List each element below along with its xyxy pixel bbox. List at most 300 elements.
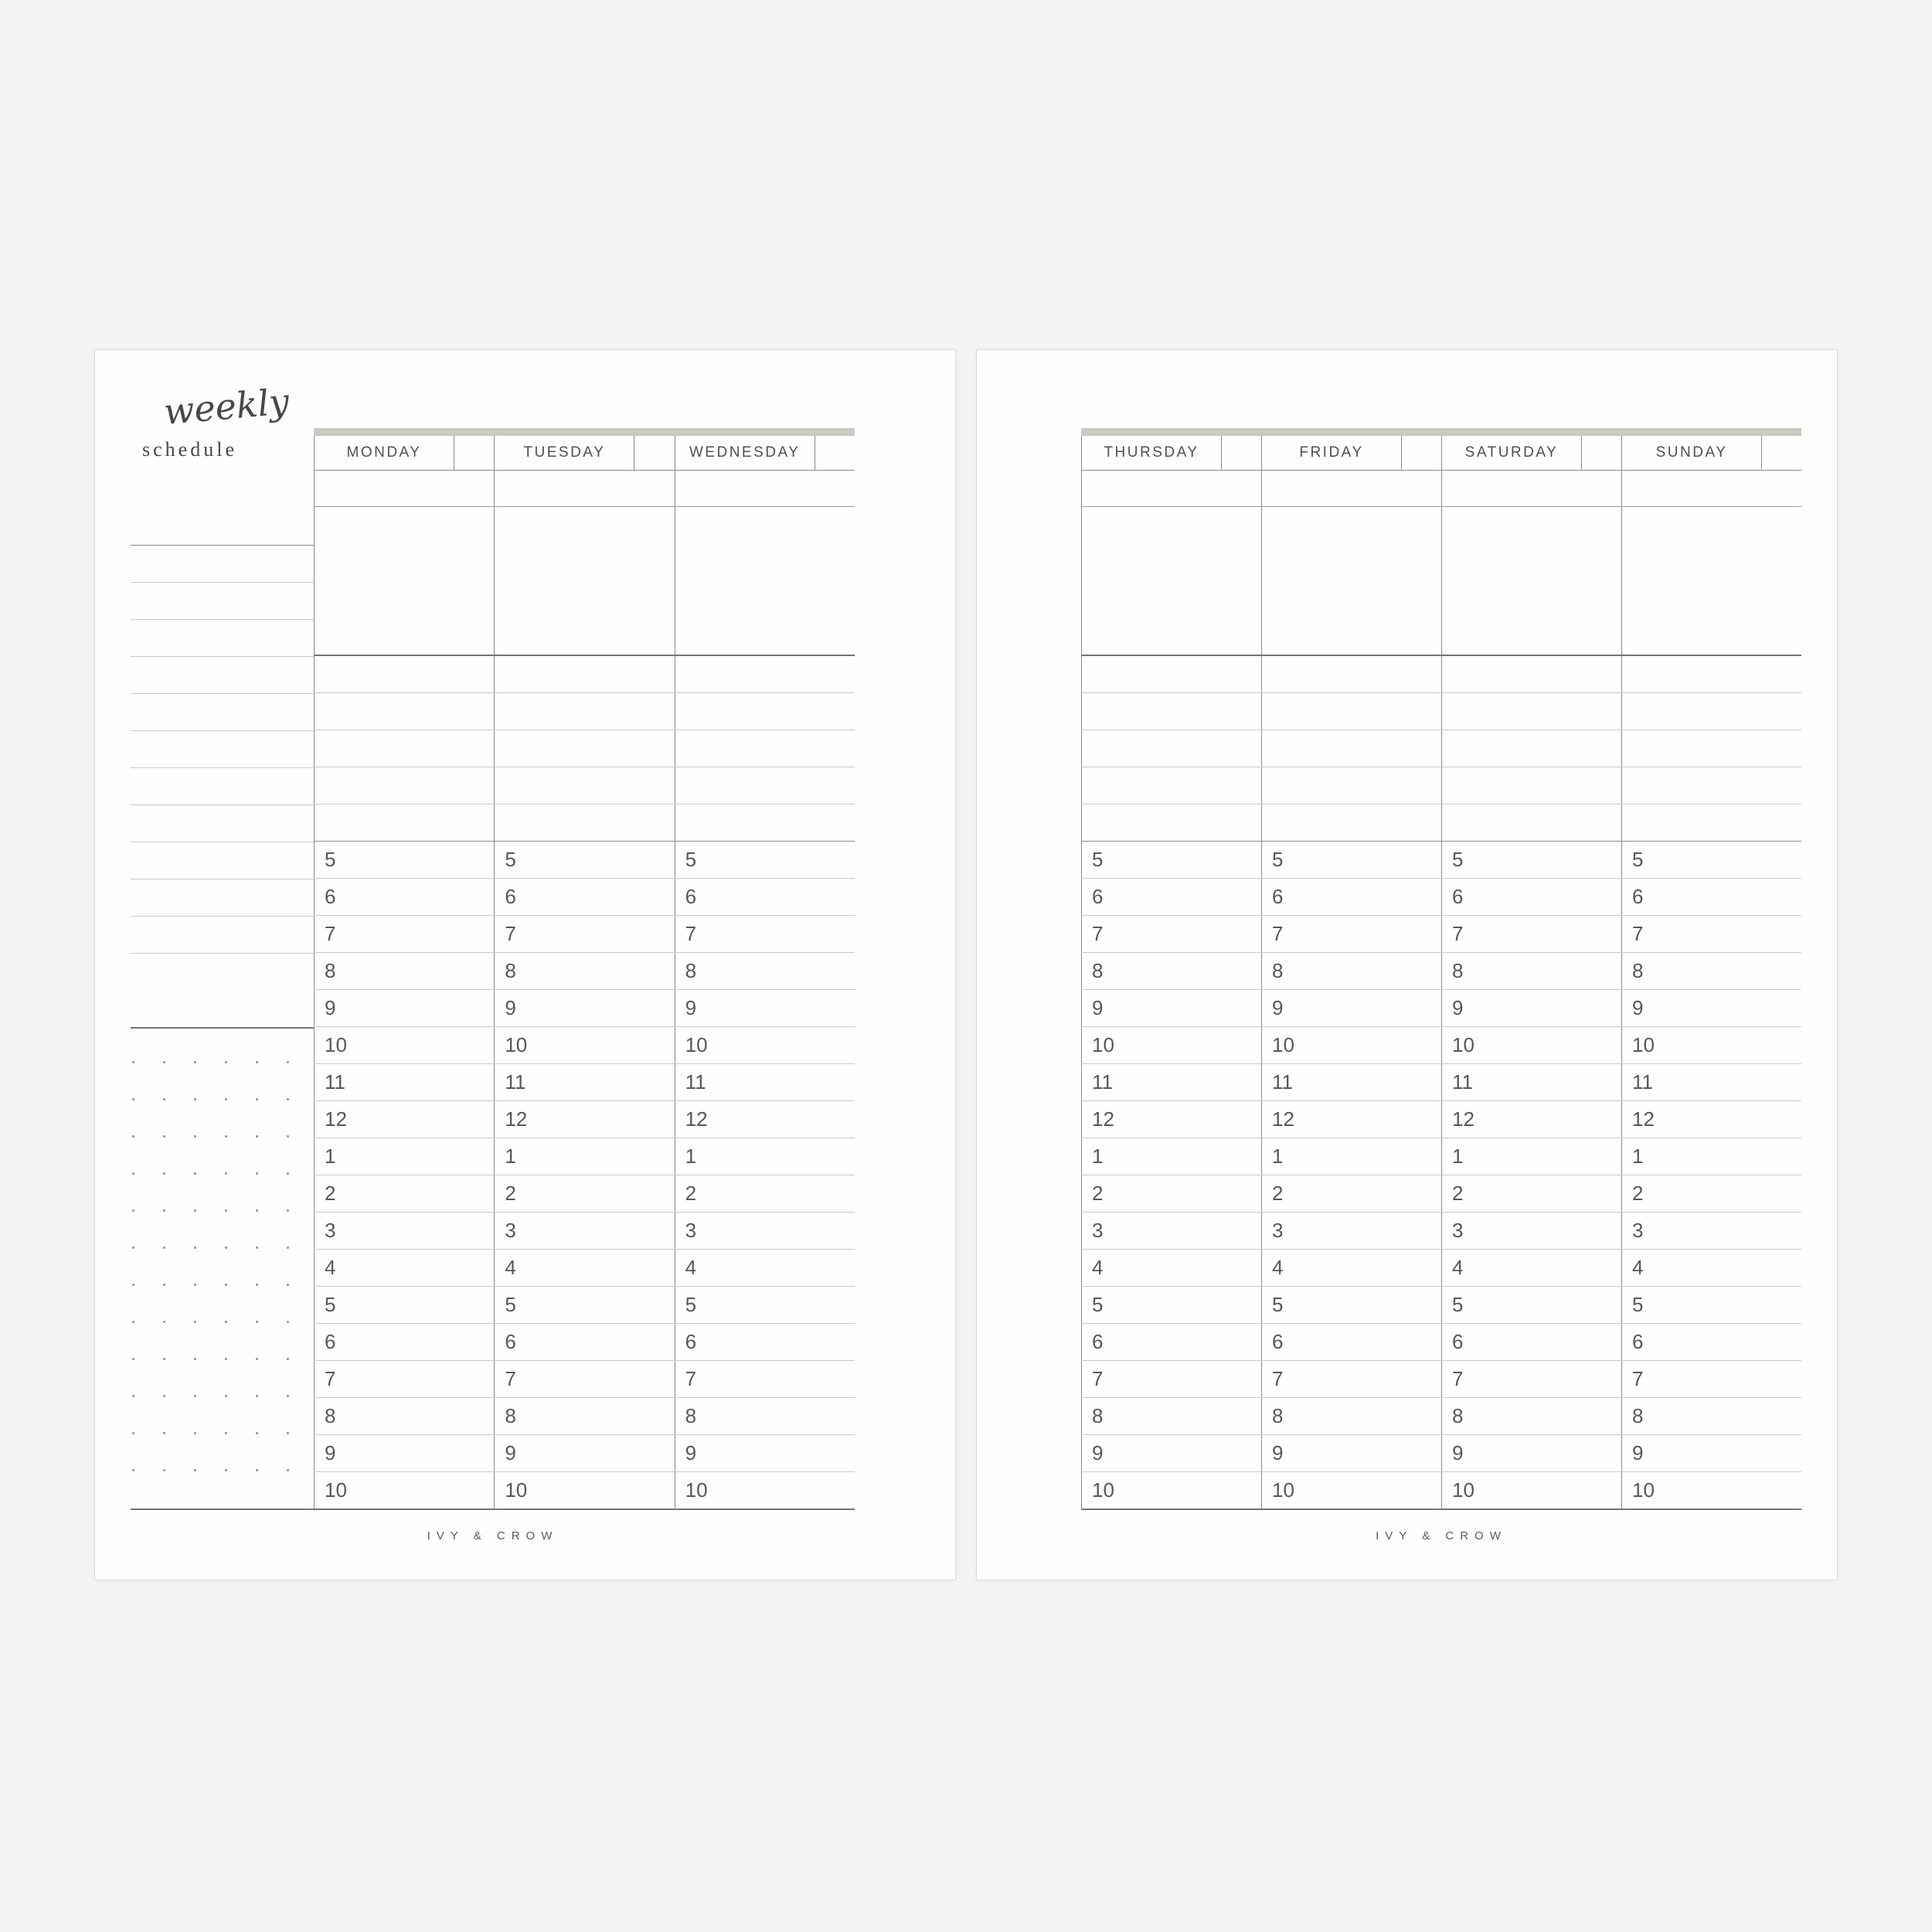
table-bottom-rule-right (1081, 1509, 1801, 1510)
hour-label: 1 (1452, 1145, 1464, 1168)
hour-label: 2 (325, 1182, 336, 1205)
right-page (976, 349, 1838, 1580)
hour-cell (1261, 879, 1441, 915)
hour-label: 11 (1092, 1070, 1113, 1094)
hour-row (314, 1398, 855, 1435)
hour-cell (1441, 1398, 1621, 1434)
hour-label: 6 (685, 885, 697, 908)
notes-rule-line (131, 619, 314, 620)
hour-label: 4 (685, 1256, 697, 1279)
hour-cell (1261, 1287, 1441, 1323)
hour-label: 1 (685, 1145, 697, 1168)
notes-rule-line (131, 916, 314, 917)
grid-dot (132, 1061, 134, 1063)
hour-cell (1621, 916, 1801, 952)
hour-row (314, 1027, 855, 1064)
grid-dot (132, 1284, 134, 1286)
hour-cell (1081, 1064, 1261, 1100)
notes-rule-line (131, 545, 314, 546)
hour-cell (1081, 1101, 1261, 1138)
schedule-cell (314, 804, 494, 841)
schedule-rows (1081, 470, 1801, 1509)
grid-dot (256, 1395, 258, 1397)
grid-dot (194, 1358, 196, 1360)
hour-cell (1081, 916, 1261, 952)
hour-cell (1081, 842, 1261, 878)
hour-label: 4 (505, 1256, 516, 1279)
schedule-cell (314, 730, 494, 767)
schedule-cell (494, 507, 674, 655)
hour-label: 1 (325, 1145, 336, 1168)
grid-dot (256, 1321, 258, 1323)
hour-row (1081, 1064, 1801, 1101)
hour-cell (1261, 1027, 1441, 1063)
notes-rule-line (131, 656, 314, 657)
hour-cell (1261, 842, 1441, 878)
hour-cell (1261, 1138, 1441, 1175)
schedule-cell (1441, 804, 1621, 841)
hour-label: 7 (1272, 1367, 1284, 1390)
hour-cell (314, 1361, 494, 1397)
schedule-cell (1441, 767, 1621, 804)
day-header-unit (1261, 436, 1441, 470)
hour-row (314, 1175, 855, 1213)
hour-cell (1441, 1361, 1621, 1397)
hour-label: 9 (505, 1441, 516, 1464)
hour-label: 6 (1632, 1330, 1644, 1353)
hour-label: 12 (325, 1107, 347, 1131)
hour-cell (1261, 1398, 1441, 1434)
schedule-cell (1261, 767, 1441, 804)
hour-label: 2 (1092, 1182, 1104, 1205)
hour-label: 8 (325, 1404, 336, 1427)
hour-label: 7 (1092, 1367, 1104, 1390)
hour-cell (1441, 1213, 1621, 1249)
schedule-rows (314, 470, 855, 1509)
grid-dot (194, 1284, 196, 1286)
hour-label: 2 (505, 1182, 516, 1205)
grid-dot (225, 1209, 227, 1212)
grid-dot (287, 1432, 289, 1434)
hour-label: 12 (1632, 1107, 1655, 1131)
hour-row (1081, 1398, 1801, 1435)
hour-row (314, 990, 855, 1027)
hour-cell (1081, 1398, 1261, 1434)
hour-label: 10 (1632, 1478, 1655, 1502)
grid-dot (287, 1061, 289, 1063)
hour-cell (1621, 879, 1801, 915)
grid-dot (163, 1321, 165, 1323)
grid-dot (287, 1284, 289, 1286)
hour-label: 3 (1092, 1219, 1104, 1242)
hour-row (1081, 1138, 1801, 1175)
hour-label: 8 (505, 1404, 516, 1427)
hour-label: 8 (1272, 1404, 1284, 1427)
hour-label: 6 (1632, 885, 1644, 908)
notes-section-divider (131, 1027, 314, 1029)
notes-rule-line (131, 730, 314, 731)
schedule-cell (675, 804, 855, 841)
hour-label: 7 (1632, 1367, 1644, 1390)
hour-cell (1081, 1138, 1261, 1175)
grid-dot (194, 1321, 196, 1323)
grid-dot (194, 1432, 196, 1434)
hour-label: 5 (685, 1293, 697, 1316)
schedule-cell (675, 693, 855, 730)
schedule-cell (1081, 470, 1261, 506)
hour-label: 9 (1272, 1441, 1284, 1464)
hour-label: 6 (1092, 1330, 1104, 1353)
hour-row (314, 1361, 855, 1398)
hour-label: 10 (1452, 1033, 1475, 1056)
hour-label: 1 (1272, 1145, 1284, 1168)
schedule-cell (675, 767, 855, 804)
hour-cell (494, 1398, 674, 1434)
grid-dot (287, 1098, 289, 1100)
hour-cell (494, 953, 674, 989)
hour-label: 6 (505, 1330, 516, 1353)
hour-cell (1441, 1175, 1621, 1212)
schedule-cell (1261, 507, 1441, 655)
hour-row (1081, 953, 1801, 990)
grid-dot (225, 1432, 227, 1434)
hour-row (314, 1250, 855, 1287)
grid-dot (163, 1469, 165, 1471)
grid-dot (194, 1209, 196, 1212)
hour-cell (1261, 1064, 1441, 1100)
hour-row (1081, 1213, 1801, 1250)
hour-cell (1081, 1250, 1261, 1286)
grid-dot (163, 1061, 165, 1063)
hour-label: 8 (1452, 1404, 1464, 1427)
blank-row (1081, 470, 1801, 507)
hour-cell (1261, 1324, 1441, 1360)
grid-dot (194, 1061, 196, 1063)
grid-dot (225, 1135, 227, 1138)
schedule-cell (314, 470, 494, 506)
title-sub: schedule (142, 438, 237, 461)
day-header-unit (1621, 436, 1801, 470)
hour-cell (314, 1175, 494, 1212)
hour-row (1081, 1472, 1801, 1509)
hour-label: 8 (685, 959, 697, 982)
hour-cell (1081, 1287, 1261, 1323)
hour-label: 5 (1092, 848, 1104, 871)
hour-label: 9 (325, 1441, 336, 1464)
hour-label: 6 (505, 885, 516, 908)
hour-label: 11 (1452, 1070, 1473, 1094)
hour-cell (314, 1324, 494, 1360)
notes-rule-line (131, 804, 314, 805)
hour-label: 9 (685, 1441, 697, 1464)
hour-label: 6 (1452, 885, 1464, 908)
hour-row (314, 879, 855, 916)
hour-row (1081, 1287, 1801, 1324)
grid-dot (225, 1098, 227, 1100)
blank-row (314, 804, 855, 842)
grid-dot (163, 1098, 165, 1100)
hour-cell (1621, 1361, 1801, 1397)
hour-label: 7 (1452, 922, 1464, 945)
hour-label: 12 (1272, 1107, 1294, 1131)
grid-dot (256, 1432, 258, 1434)
hour-label: 10 (1092, 1033, 1114, 1056)
hour-label: 5 (1632, 848, 1644, 871)
hour-cell (1441, 1435, 1621, 1471)
hour-cell (1261, 953, 1441, 989)
day-header-cell (1622, 436, 1762, 470)
grid-dot (256, 1209, 258, 1212)
hour-label: 5 (1632, 1293, 1644, 1316)
hour-cell (675, 1027, 855, 1063)
grid-dot (287, 1321, 289, 1323)
hour-label: 5 (1272, 1293, 1284, 1316)
hour-label: 7 (1092, 922, 1104, 945)
schedule-cell (1081, 767, 1261, 804)
hour-label: 6 (1272, 1330, 1284, 1353)
grid-dot (287, 1395, 289, 1397)
hour-cell (494, 1027, 674, 1063)
grid-dot (163, 1284, 165, 1286)
notes-rule-line (131, 953, 314, 954)
grid-dot (163, 1247, 165, 1249)
hour-label: 5 (1452, 1293, 1464, 1316)
hour-cell (1261, 1101, 1441, 1138)
schedule-cell (1081, 507, 1261, 655)
hour-cell (1441, 879, 1621, 915)
hour-cell (675, 1138, 855, 1175)
blank-row (314, 730, 855, 767)
hour-cell (494, 990, 674, 1026)
hour-cell (1441, 990, 1621, 1026)
grid-dot (163, 1432, 165, 1434)
grid-dot (132, 1172, 134, 1175)
hour-label: 9 (505, 996, 516, 1019)
hour-label: 10 (685, 1478, 708, 1502)
hour-label: 10 (1272, 1033, 1294, 1056)
hour-row (1081, 1250, 1801, 1287)
hour-row (1081, 990, 1801, 1027)
header-accent-bar (314, 428, 855, 436)
hour-row (1081, 1101, 1801, 1138)
hour-cell (1261, 1435, 1441, 1471)
hour-label: 8 (1272, 959, 1284, 982)
grid-dot (194, 1395, 196, 1397)
brand-footer-right: IVY & CROW (1376, 1529, 1507, 1543)
grid-dot (194, 1135, 196, 1138)
hour-label: 9 (1632, 1441, 1644, 1464)
grid-dot (194, 1172, 196, 1175)
hour-row (1081, 842, 1801, 879)
schedule-cell (314, 656, 494, 692)
hour-cell (675, 1250, 855, 1286)
notes-rule-line (131, 693, 314, 694)
hour-row (1081, 1175, 1801, 1213)
schedule-cell (1441, 470, 1621, 506)
day-header-row (314, 436, 855, 471)
hour-cell (494, 1435, 674, 1471)
schedule-cell (1081, 693, 1261, 730)
hour-label: 4 (1452, 1256, 1464, 1279)
hour-cell (1261, 1361, 1441, 1397)
grid-dot (132, 1469, 134, 1471)
grid-dot (225, 1321, 227, 1323)
hour-label: 8 (1092, 1404, 1104, 1427)
schedule-cell (1081, 730, 1261, 767)
hour-row (314, 1138, 855, 1175)
hour-label: 5 (325, 848, 336, 871)
hour-cell (1081, 1472, 1261, 1509)
hour-cell (1621, 1213, 1801, 1249)
schedule-cell (1081, 804, 1261, 841)
schedule-cell (675, 507, 855, 655)
hour-cell (314, 842, 494, 878)
grid-dot (225, 1395, 227, 1397)
schedule-cell (675, 656, 855, 692)
grid-dot (225, 1284, 227, 1286)
hour-cell (675, 990, 855, 1026)
grid-dot (163, 1172, 165, 1175)
schedule-cell (494, 730, 674, 767)
grid-dot (194, 1247, 196, 1249)
table-bottom-rule-left (131, 1509, 855, 1510)
hour-cell (1261, 916, 1441, 952)
hour-label: 12 (1452, 1107, 1475, 1131)
hour-row (1081, 1324, 1801, 1361)
hour-label: 10 (1092, 1478, 1114, 1502)
hour-label: 10 (505, 1478, 528, 1502)
hour-label: 10 (1272, 1478, 1294, 1502)
grid-dot (287, 1358, 289, 1360)
hour-cell (675, 1435, 855, 1471)
schedule-cell (1261, 656, 1441, 692)
hour-cell (1261, 990, 1441, 1026)
hour-cell (1441, 1250, 1621, 1286)
hour-cell (1441, 953, 1621, 989)
hour-label: 3 (1632, 1219, 1644, 1242)
hour-cell (494, 1213, 674, 1249)
grid-dot (163, 1395, 165, 1397)
title-script: weekly (162, 380, 291, 433)
hour-cell (494, 1175, 674, 1212)
hour-cell (1441, 1472, 1621, 1509)
hour-cell (494, 1472, 674, 1509)
grid-dot (287, 1209, 289, 1212)
hour-label: 3 (505, 1219, 516, 1242)
schedule-cell (1261, 730, 1441, 767)
hour-label: 11 (1272, 1070, 1293, 1094)
hour-cell (1261, 1472, 1441, 1509)
hour-cell (1441, 1287, 1621, 1323)
schedule-cell (1621, 730, 1801, 767)
hour-label: 2 (1632, 1182, 1644, 1205)
hour-cell (314, 1138, 494, 1175)
hour-label: 4 (1632, 1256, 1644, 1279)
hour-label: 11 (325, 1070, 345, 1094)
hour-cell (314, 1064, 494, 1100)
hour-label: 9 (685, 996, 697, 1019)
hour-label: 5 (1272, 848, 1284, 871)
day-header-cell (495, 436, 634, 470)
hour-label: 6 (325, 1330, 336, 1353)
grid-dot (256, 1358, 258, 1360)
hour-row (314, 842, 855, 879)
hour-row (1081, 916, 1801, 953)
schedule-cell (1441, 507, 1621, 655)
hour-label: 9 (1452, 1441, 1464, 1464)
hour-label: 6 (1092, 885, 1104, 908)
day-header-unit (494, 436, 674, 470)
hour-cell (675, 1398, 855, 1434)
hour-cell (1261, 1213, 1441, 1249)
schedule-cell (494, 804, 674, 841)
schedule-cell (1621, 693, 1801, 730)
hour-label: 2 (685, 1182, 697, 1205)
day-header-cell (1082, 436, 1222, 470)
hour-cell (494, 842, 674, 878)
grid-dot (225, 1061, 227, 1063)
hour-label: 1 (1092, 1145, 1104, 1168)
notes-sidebar (131, 350, 314, 1509)
blank-row (314, 767, 855, 804)
hour-label: 2 (1272, 1182, 1284, 1205)
hour-row (1081, 1027, 1801, 1064)
hour-row (1081, 879, 1801, 916)
hour-row (1081, 1361, 1801, 1398)
hour-label: 7 (685, 922, 697, 945)
schedule-cell (675, 730, 855, 767)
schedule-cell (1621, 507, 1801, 655)
grid-dot (132, 1432, 134, 1434)
hour-cell (1621, 1324, 1801, 1360)
hour-cell (494, 1324, 674, 1360)
grid-dot (256, 1172, 258, 1175)
hour-row (314, 916, 855, 953)
grid-dot (194, 1469, 196, 1471)
grid-dot (163, 1135, 165, 1138)
hour-cell (1441, 1101, 1621, 1138)
hour-cell (675, 953, 855, 989)
hour-row (314, 1213, 855, 1250)
hour-label: 3 (325, 1219, 336, 1242)
hour-label: 10 (685, 1033, 708, 1056)
hour-label: 7 (1632, 922, 1644, 945)
hour-cell (314, 1250, 494, 1286)
hour-label: 5 (325, 1293, 336, 1316)
hour-cell (314, 1435, 494, 1471)
blank-row (314, 656, 855, 693)
schedule-cell (1441, 693, 1621, 730)
hour-label: 7 (1452, 1367, 1464, 1390)
hour-cell (675, 916, 855, 952)
hour-cell (494, 1287, 674, 1323)
hour-cell (494, 1138, 674, 1175)
hour-cell (1441, 1324, 1621, 1360)
hour-cell (675, 1287, 855, 1323)
hour-cell (494, 916, 674, 952)
hour-label: 8 (1632, 959, 1644, 982)
hour-label: 9 (1272, 996, 1284, 1019)
hour-cell (1621, 1101, 1801, 1138)
hour-label: 7 (685, 1367, 697, 1390)
hour-label: 6 (1452, 1330, 1464, 1353)
notes-block-row (1081, 507, 1801, 656)
hour-label: 6 (1272, 885, 1284, 908)
hour-cell (1621, 1472, 1801, 1509)
hour-label: 1 (505, 1145, 516, 1168)
blank-row (1081, 693, 1801, 730)
day-header-cell (675, 436, 815, 470)
